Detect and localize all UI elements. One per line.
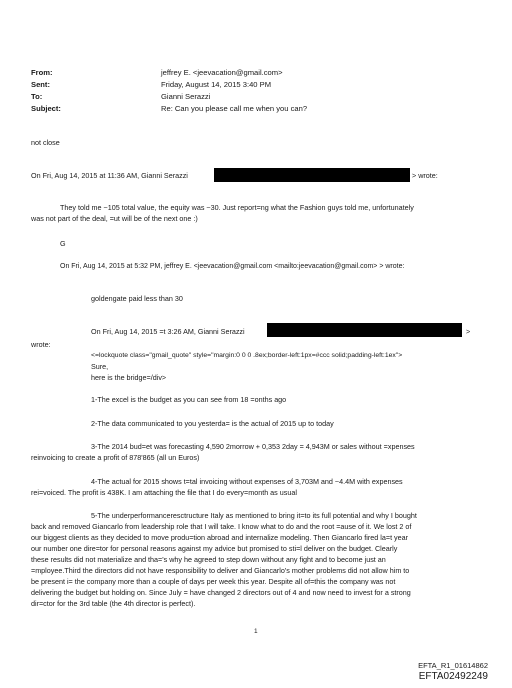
- subject-value: Re: Can you please call me when you can?: [161, 104, 308, 113]
- from-label: From:: [31, 68, 53, 77]
- redaction-box: [214, 168, 410, 182]
- to-label: To:: [31, 92, 43, 101]
- quote1-header: On Fri, Aug 14, 2015 at 11:36 AM, Gianni Serazzi: [31, 171, 188, 180]
- quote1-signature: G: [60, 239, 66, 248]
- to-value: Gianni Serazzi: [161, 92, 211, 101]
- paragraph-line: =mployee.Third the directors did not have responsibility to deliver and Giancarlo's mother problems did not allow him to: [31, 566, 410, 575]
- quote2-line: goldengate paid less than 30: [91, 294, 183, 303]
- list-item: 2-The data communicated to you yesterda= is the actual of 2015 up to today: [91, 419, 334, 428]
- quote1-header-end: > wrote:: [412, 171, 438, 180]
- list-item-continued: rei=voiced. The profit is 438K. I am attaching the file that I do every=month as usual: [31, 488, 297, 497]
- quote3-line: Sure,: [91, 362, 109, 371]
- redaction-box: [267, 323, 462, 337]
- paragraph-line: our biggest clients as they decided to move produ=tion abroad and internalize modeling. Then Giancarlo fired la=t year: [31, 533, 409, 542]
- bates-number-large: EFTA02492249: [418, 671, 488, 682]
- quote2-header: On Fri, Aug 14, 2015 at 5:32 PM, jeffrey E. <jeevacation@gmail.com <mailto:jeevacation@gmail.com> > wrote:: [60, 263, 405, 270]
- quote3-header: On Fri, Aug 14, 2015 =t 3:26 AM, Gianni Serazzi: [91, 327, 245, 336]
- quote3-header-end: >: [466, 327, 471, 336]
- list-item: 4-The actual for 2015 shows t=tal invoicing without expenses of 3,703M and ~4.4M with expenses: [91, 477, 403, 486]
- bates-number-small: EFTA_R1_01614862: [418, 661, 488, 670]
- reply-text: not close: [31, 138, 60, 147]
- paragraph-line: our number one dire=tor for personal reasons against my advice but promised to sti=l deliver on the budget. Clearly: [31, 544, 398, 553]
- quote3-line: here is the bridge=/div>: [91, 373, 167, 382]
- subject-label: Subject:: [31, 104, 61, 113]
- paragraph-line: these results did not materialize and tha='s why he agreed to step down without any fight and to become just an: [31, 555, 386, 564]
- paragraph-line: back and removed Giancarlo from leadership role that I will take. I know what to do and the root =ause of it. We lost 2 of: [31, 522, 412, 531]
- list-item: 1-The excel is the budget as you can see from 18 =onths ago: [91, 395, 287, 404]
- quote3-wrote: wrote:: [31, 340, 51, 349]
- list-item-continued: reinvoicing to create a profit of 878'865 (all un Euros): [31, 453, 200, 462]
- paragraph-line: dir=ctor for the 3rd table (the 4th director is perfect).: [31, 599, 196, 608]
- paragraph-line: 5-The underperformanceresctructure Italy as mentioned to bring it=to its full potential and why I bought: [91, 511, 417, 520]
- from-value: jeffrey E. <jeevacation@gmail.com>: [161, 68, 283, 77]
- quote1-line: was not part of the deal, =ut will be of the next one :): [31, 214, 198, 223]
- page-number: 1: [254, 628, 258, 635]
- sent-value: Friday, August 14, 2015 3:40 PM: [161, 80, 272, 89]
- sent-label: Sent:: [31, 80, 50, 89]
- paragraph-line: be present i= the company more than a couple of days per week this year. Despite all of=this the company was not: [31, 577, 396, 586]
- quote1-line: They told me ~105 total value, the equity was ~30. Just report=ng what the Fashion guys told me, unfortunately: [60, 203, 414, 212]
- paragraph-line: delivering the budget but holding on. Since July = have changed 2 directors out of 4 and now need to invest for a strong: [31, 588, 411, 597]
- quote3-html-fragment: <=lockquote class="gmail_quote" style="margin:0 0 0 .8ex;border-left:1px=#ccc solid;padding-left:1ex">: [91, 352, 403, 359]
- list-item: 3-The 2014 bud=et was forecasting 4,590 2morrow + 0,353 2day = 4,943M or sales without =xpenses: [91, 442, 415, 451]
